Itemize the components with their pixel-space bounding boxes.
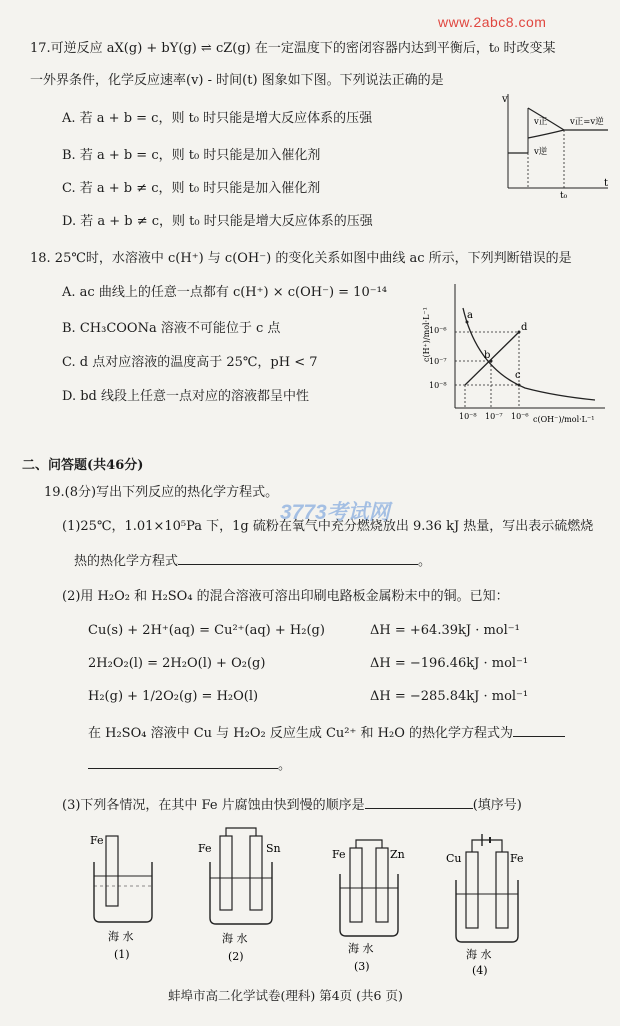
q18-y-tick-1: 10⁻⁶ bbox=[429, 326, 447, 335]
q19-eq2-dh: ΔH = −196.46kJ · mol⁻¹ bbox=[370, 656, 529, 671]
q19-p2-line2-text: 在 H₂SO₄ 溶液中 Cu 与 H₂O₂ 反应生成 Cu²⁺ 和 H₂O 的热化学方程式为 bbox=[88, 726, 513, 741]
q18-option-d: D. bd 线段上任意一点对应的溶液都呈中性 bbox=[62, 389, 310, 404]
q18-label-a: a bbox=[467, 310, 473, 321]
watermark-logo: 3773考试网 bbox=[280, 501, 390, 524]
beaker-4-liquid: 海 水 bbox=[466, 948, 492, 961]
q19-p1-line2: 热的热化学方程式 。 bbox=[74, 554, 432, 569]
beaker-4-wire bbox=[472, 840, 502, 852]
q18-x-tick-3: 10⁻⁶ bbox=[511, 412, 529, 421]
q17-v-equal-label: v正=v逆 bbox=[570, 117, 604, 127]
beaker-2-fe-plate bbox=[220, 836, 232, 910]
q17-stem-line2: 一外界条件，化学反应速率(v) - 时间(t) 图象如下图。下列说法正确的是 bbox=[30, 73, 444, 88]
q19-p2-line1: (2)用 H₂O₂ 和 H₂SO₄ 的混合溶液可溶出印刷电路板金属粉末中的铜。已知： bbox=[62, 589, 509, 604]
q18-label-b: b bbox=[484, 350, 491, 361]
beaker-1-liquid: 海 水 bbox=[108, 930, 134, 943]
beaker-3-left-label: Fe bbox=[332, 848, 346, 861]
q19-eq3: H₂(g) + 1/2O₂(g) = H₂O(l) bbox=[88, 689, 259, 704]
q18-label-c: c bbox=[515, 370, 521, 381]
q18-line-bd bbox=[465, 332, 519, 385]
q19-p3-line1 bbox=[62, 796, 522, 815]
q18-label-d: d bbox=[521, 322, 528, 333]
beaker-3 bbox=[332, 840, 405, 973]
q19-p3-answer-blank[interactable] bbox=[365, 796, 473, 809]
q18-x-tick-2: 10⁻⁷ bbox=[485, 412, 503, 421]
section-title: 二、问答题(共46分) bbox=[22, 458, 144, 473]
beaker-3-fe-plate bbox=[350, 848, 362, 922]
q18-option-a: A. ac 曲线上的任意一点都有 c(H⁺) × c(OH⁻) = 10⁻¹⁴ bbox=[62, 285, 387, 300]
q18-option-b: B. CH₃COONa 溶液不可能位于 c 点 bbox=[62, 321, 281, 336]
beaker-2-right-label: Sn bbox=[266, 842, 281, 855]
q19-p2-answer-blank-b[interactable] bbox=[88, 756, 278, 769]
q18-ion-graph bbox=[415, 278, 615, 426]
q18-x-label: c(OH⁻)/mol·L⁻¹ bbox=[533, 415, 595, 424]
q18-x-tick-1: 10⁻⁸ bbox=[459, 412, 477, 421]
q18-y-tick-3: 10⁻⁸ bbox=[429, 381, 447, 390]
q17-stem-line1: 17.可逆反应 aX(g) + bY(g) ⇌ cZ(g) 在一定温度下的密闭容器内达到平衡后，t₀ 时改变某 bbox=[30, 41, 556, 56]
beaker-1-num: (1) bbox=[114, 948, 130, 961]
beaker-1-left-label: Fe bbox=[90, 834, 104, 847]
beaker-1 bbox=[90, 834, 152, 961]
q17-vt-graph bbox=[478, 88, 613, 200]
q17-x-label: t bbox=[604, 178, 609, 189]
beaker-3-num: (3) bbox=[354, 960, 370, 973]
q17-t0-label: t₀ bbox=[560, 191, 568, 200]
q18-point-c bbox=[518, 384, 521, 387]
q18-stem: 18. 25℃时，水溶液中 c(H⁺) 与 c(OH⁻) 的变化关系如图中曲线 ac 所示，下列判断错误的是 bbox=[30, 251, 572, 266]
beaker-3-right-label: Zn bbox=[390, 848, 405, 861]
q19-p3-fill-hint: (填序号) bbox=[472, 798, 522, 813]
q17-option-a: A. 若 a + b = c，则 t₀ 时只能是增大反应体系的压强 bbox=[62, 111, 373, 126]
q19-p2-answer-blank-a[interactable] bbox=[513, 724, 565, 737]
beaker-1-fe-plate bbox=[106, 836, 118, 906]
beaker-4 bbox=[446, 834, 524, 976]
beaker-1-vessel bbox=[94, 862, 152, 922]
beaker-4-num: (4) bbox=[472, 964, 488, 976]
q17-v-reverse-label: v逆 bbox=[534, 147, 548, 157]
q18-option-c: C. d 点对应溶液的温度高于 25℃，pH < 7 bbox=[62, 355, 318, 370]
beaker-3-liquid: 海 水 bbox=[348, 942, 374, 955]
q17-v-forward-label: v正 bbox=[534, 117, 548, 127]
q17-option-d: D. 若 a + b ≠ c，则 t₀ 时只能是增大反应体系的压强 bbox=[62, 214, 373, 229]
q17-option-c: C. 若 a + b ≠ c，则 t₀ 时只能是加入催化剂 bbox=[62, 181, 321, 196]
q19-p3-text: (3)下列各情况，在其中 Fe 片腐蚀由快到慢的顺序是 bbox=[62, 798, 365, 813]
q19-eq2: 2H₂O₂(l) = 2H₂O(l) + O₂(g) bbox=[88, 656, 266, 671]
q18-curve-ac bbox=[463, 308, 595, 400]
q17-v-reverse-curve bbox=[528, 130, 564, 138]
q17-option-b: B. 若 a + b = c，则 t₀ 时只能是加入催化剂 bbox=[62, 148, 321, 163]
q19-eq1: Cu(s) + 2H⁺(aq) = Cu²⁺(aq) + H₂(g) bbox=[88, 623, 325, 638]
beaker-2-left-label: Fe bbox=[198, 842, 212, 855]
beaker-2-wire bbox=[226, 828, 256, 836]
q19-p2-line2 bbox=[88, 724, 565, 743]
beaker-3-vessel bbox=[340, 874, 398, 936]
beaker-2-liquid: 海 水 bbox=[222, 932, 248, 945]
beaker-2-vessel bbox=[210, 862, 272, 924]
page-footer: 蚌埠市高二化学试卷(理科) 第4页 (共6 页) bbox=[168, 988, 403, 1003]
beaker-4-right-label: Fe bbox=[510, 852, 524, 865]
q19-p1-line2-text: 热的热化学方程式 bbox=[74, 554, 179, 569]
beaker-4-cu-plate bbox=[466, 852, 478, 928]
beaker-2 bbox=[198, 828, 281, 963]
q19-beaker-diagrams bbox=[70, 826, 610, 976]
q19-eq3-dh: ΔH = −285.84kJ · mol⁻¹ bbox=[370, 689, 529, 704]
q18-y-tick-2: 10⁻⁷ bbox=[429, 357, 447, 366]
beaker-4-left-label: Cu bbox=[446, 852, 462, 865]
q18-y-label: c(H⁺)/mol·L⁻¹ bbox=[422, 307, 431, 362]
q19-p2-line3: 。 bbox=[88, 756, 291, 775]
q19-head: 19.(8分)写出下列反应的热化学方程式。 bbox=[44, 485, 279, 500]
beaker-4-fe-plate bbox=[496, 852, 508, 928]
q19-eq1-dh: ΔH = +64.39kJ · mol⁻¹ bbox=[370, 623, 520, 638]
q17-y-label: v bbox=[502, 94, 508, 105]
beaker-2-num: (2) bbox=[228, 950, 244, 963]
beaker-3-zn-plate bbox=[376, 848, 388, 922]
beaker-3-wire bbox=[356, 840, 382, 848]
beaker-2-sn-plate bbox=[250, 836, 262, 910]
beaker-4-vessel bbox=[456, 880, 518, 942]
q19-p1-line1: (1)25℃，1.01×10⁵Pa 下，1g 硫粉在氧气中充分燃烧放出 9.36 kJ 热量，写出表示硫燃烧 bbox=[62, 519, 594, 534]
watermark-url: www.2abc8.com bbox=[438, 14, 547, 30]
q19-p1-answer-blank[interactable] bbox=[178, 552, 418, 565]
